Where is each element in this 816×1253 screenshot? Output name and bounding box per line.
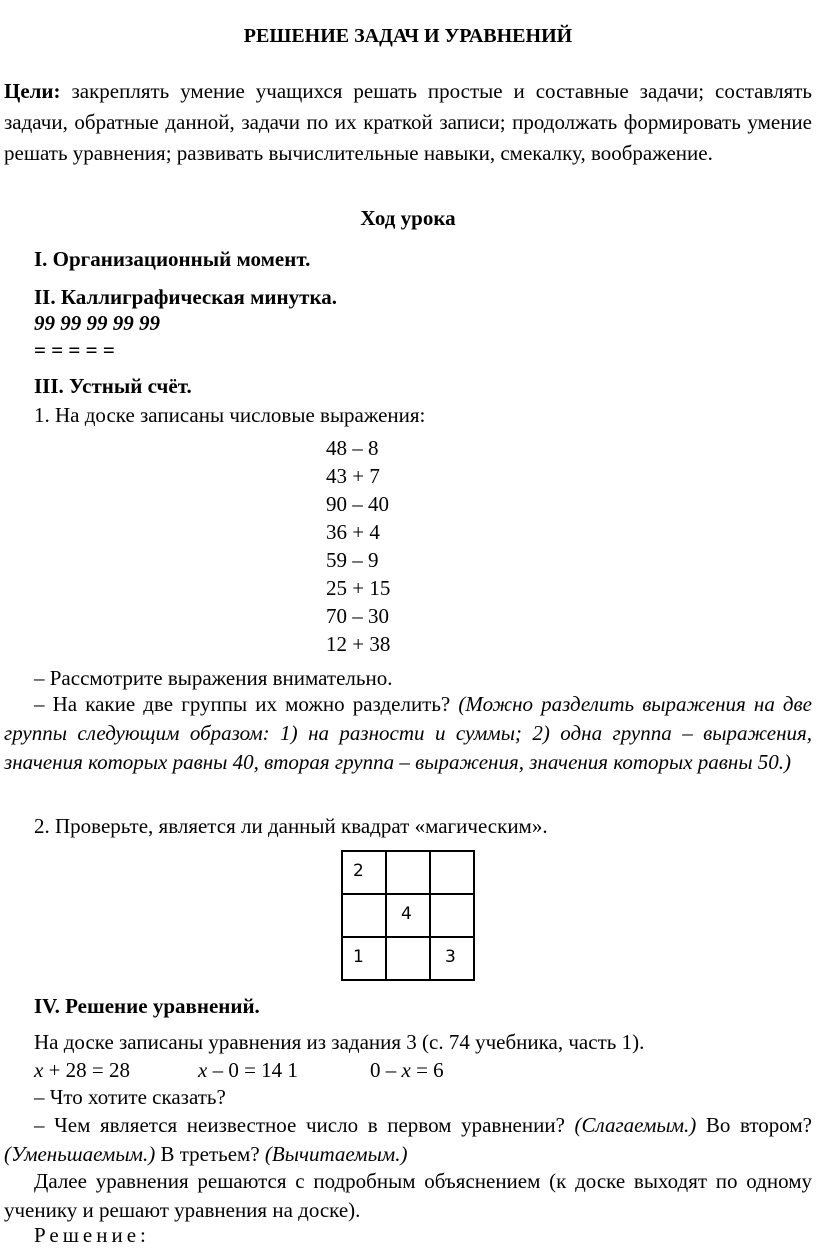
magic-square-cell	[430, 851, 474, 894]
expression-item: 59 – 9	[326, 548, 379, 572]
goals-label: Цели:	[4, 79, 61, 103]
lesson-heading: Ход урока	[360, 206, 456, 230]
expression-item: 48 – 8	[326, 436, 379, 460]
answer-subtrahend: (Вычитаемым.)	[264, 1142, 408, 1166]
magic-square-cell	[430, 894, 474, 937]
section-4-intro: На доске записаны уравнения из задания 3 (с. 74 учебника, часть 1).	[34, 1030, 645, 1054]
magic-square-cell	[342, 894, 386, 937]
section-2-heading: II. Каллиграфическая минутка.	[34, 285, 337, 309]
task-2-text: 2. Проверьте, является ли данный квадрат «магическим».	[34, 814, 548, 838]
expression-item: 25 + 15	[326, 576, 391, 600]
question-3: – Что хотите сказать?	[34, 1085, 226, 1109]
magic-square-cell: 2	[342, 851, 386, 894]
equation-1: x + 28 = 28	[34, 1058, 131, 1082]
section-3-heading: III. Устный счёт.	[34, 374, 192, 398]
magic-square-cell: 1	[342, 937, 386, 980]
expression-item: 12 + 38	[326, 632, 391, 656]
goals-paragraph	[4, 76, 812, 169]
question-2-answer: (Можно разделить выражения на две группы следующим образом: 1) на разности и суммы; 2) одна группа – выражения, значения которых равны 40, вторая группа – выражения, значения которых равны 50.)	[4, 692, 812, 774]
calligraphy-line-1: 99 99 99 99 99	[34, 311, 160, 335]
goals-text: закреплять умение учащихся решать простые и составные задачи; составлять задачи, обратные данной, задачи по их краткой записи; продолжать формировать умение решать уравнения; развивать вычислительные навыки, смекалку, воображение.	[4, 79, 812, 165]
equation-3: 0 – x = 6	[370, 1058, 444, 1082]
question-4-paragraph: – Чем является неизвестное число в первом уравнении? (Слагаемым.) Во втором? (Уменьшаемым.) В третьем? (Вычитаемым.)	[4, 1113, 812, 1166]
expression-item: 36 + 4	[326, 520, 380, 544]
question-1: – Рассмотрите выражения внимательно.	[34, 666, 393, 690]
answer-addend: (Слагаемым.)	[574, 1113, 697, 1137]
question-2: – На какие две группы их можно разделить?	[34, 692, 459, 716]
magic-square-cell: 4	[386, 894, 430, 937]
solution-label: Решение:	[34, 1223, 150, 1247]
question-2-paragraph	[4, 690, 812, 777]
magic-square-cell: 3	[430, 937, 474, 980]
expression-item: 70 – 30	[326, 604, 389, 628]
calligraphy-line-2: = = = = =	[34, 338, 115, 362]
magic-square	[341, 850, 475, 981]
further-paragraph: Далее уравнения решаются с подробным объяснением (к доске выходят по одному ученику и решают уравнения на доске).	[4, 1169, 812, 1222]
section-1-heading: I. Организационный момент.	[34, 247, 311, 271]
expression-item: 90 – 40	[326, 492, 389, 516]
answer-minuend: (Уменьшаемым.)	[4, 1142, 156, 1166]
task-1-text: 1. На доске записаны числовые выражения:	[34, 403, 426, 427]
document-title: РЕШЕНИЕ ЗАДАЧ И УРАВНЕНИЙ	[243, 25, 573, 47]
magic-square-cell	[386, 937, 430, 980]
expression-item: 43 + 7	[326, 464, 380, 488]
section-4-heading: IV. Решение уравнений.	[34, 994, 260, 1018]
magic-square-cell	[386, 851, 430, 894]
equation-2: x – 0 = 14 1	[198, 1058, 298, 1082]
